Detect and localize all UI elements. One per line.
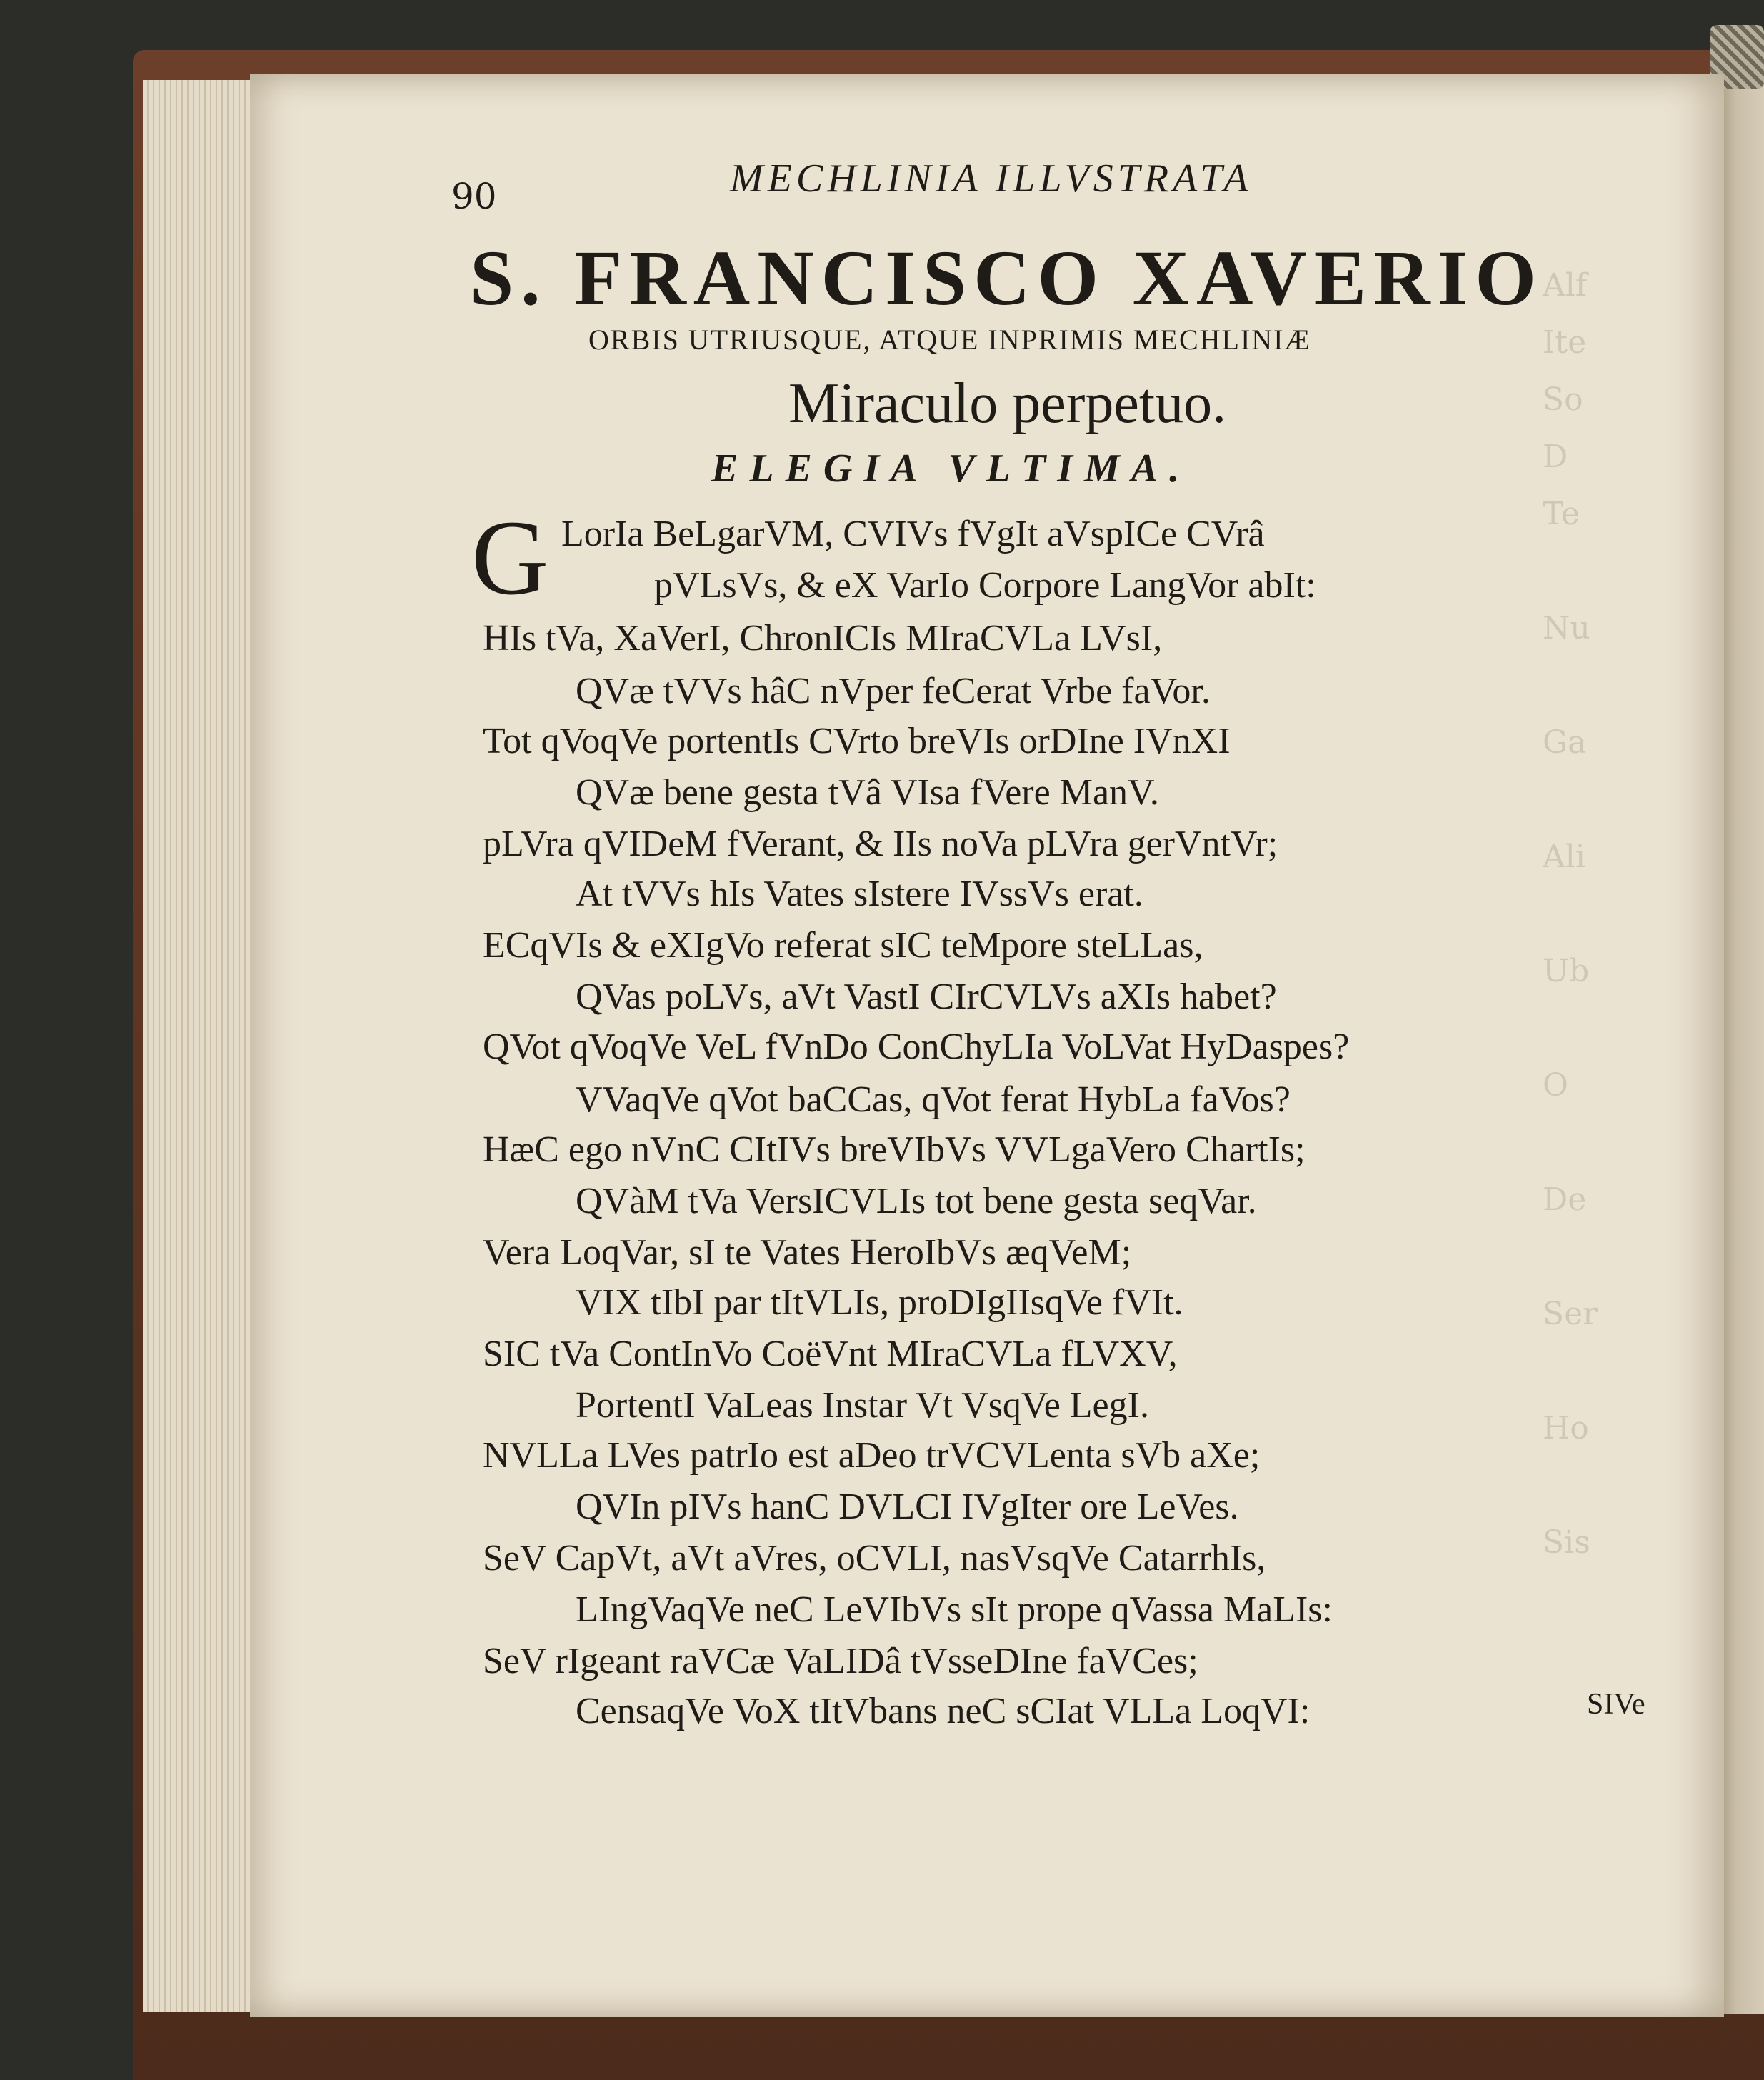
- page-edges: [143, 80, 257, 2012]
- verse-line: HæC ego nVnC CItIVs breVIbVs VVLgaVero ChartIs;: [483, 1129, 1306, 1170]
- verse-line: NVLLa LVes patrIo est aDeo trVCVLenta sVb aXe;: [483, 1435, 1261, 1476]
- drop-cap: G: [471, 499, 549, 617]
- verse-line: QVæ bene gesta tVâ VIsa fVere ManV.: [576, 772, 1159, 813]
- facing-page-edge: [1718, 80, 1764, 2014]
- verse-line: Vera LoqVar, sI te Vates HeroIbVs æqVeM;: [483, 1232, 1132, 1273]
- page-title: S. FRANCISCO XAVERIO: [470, 234, 1543, 321]
- page-number: 90: [451, 176, 497, 217]
- verse-line: ECqVIs & eXIgVo referat sIC teMpore steLLas,: [483, 925, 1203, 966]
- verse-line: CensaqVe VoX tItVbans neC sCIat VLLa LoqVI:: [576, 1691, 1311, 1731]
- catchword: SIVe: [1587, 1688, 1645, 1721]
- verse-line: QVIn pIVs hanC DVLCI IVgIter ore LeVes.: [576, 1486, 1239, 1527]
- subtitle: ORBIS UTRIUSQUE, ATQUE INPRIMIS MECHLINIÆ: [588, 324, 1312, 356]
- running-head: MECHLINIA ILLVSTRATA: [730, 156, 1253, 201]
- verse-line: QVas poLVs, aVt VastI CIrCVLVs aXIs habet?: [576, 976, 1277, 1017]
- verse-line: Tot qVoqVe portentIs CVrto breVIs orDIne IVnXI: [483, 721, 1231, 761]
- verse-line: SeV CapVt, aVt aVres, oCVLI, nasVsqVe CatarrhIs,: [483, 1538, 1266, 1579]
- verse-line: VIX tIbI par tItVLIs, proDIgIIsqVe fVIt.: [576, 1282, 1183, 1323]
- verse-line: LIngVaqVe neC LeVIbVs sIt prope qVassa MaLIs:: [576, 1589, 1333, 1630]
- verse-line: pVLsVs, & eX VarIo Corpore LangVor abIt:: [654, 565, 1316, 606]
- show-through-text: Alf Ite So D Te Nu Ga Ali Ub O De Ser Ho Sis: [1543, 267, 1598, 1561]
- verse-line: HIs tVa, XaVerI, ChronICIs MIraCVLa LVsI,: [483, 618, 1163, 659]
- dedication: Miraculo perpetuo.: [788, 372, 1227, 435]
- verse-line: QVæ tVVs hâC nVper feCerat Vrbe faVor.: [576, 671, 1211, 711]
- verse-line: SeV rIgeant raVCæ VaLIDâ tVsseDIne faVCes;: [483, 1641, 1198, 1681]
- verse-line: QVot qVoqVe VeL fVnDo ConChyLIa VoLVat HyDaspes?: [483, 1026, 1350, 1067]
- verse-line: pLVra qVIDeM fVerant, & IIs noVa pLVra gerVntVr;: [483, 824, 1278, 864]
- verse-line: At tVVs hIs Vates sIstere IVssVs erat.: [576, 874, 1143, 914]
- verse-line: QVàM tVa VersICVLIs tot bene gesta seqVar.: [576, 1181, 1257, 1221]
- verse-line: PortentI VaLeas Instar Vt VsqVe LegI.: [576, 1385, 1149, 1426]
- section-heading: ELEGIA VLTIMA.: [711, 446, 1191, 491]
- verse-line: VVaqVe qVot baCCas, qVot ferat HybLa faVos?: [576, 1079, 1291, 1120]
- verse-line: SIC tVa ContInVo CoëVnt MIraCVLa fLVXV,: [483, 1334, 1178, 1374]
- verse-line: LorIa BeLgarVM, CVIVs fVgIt aVspICe CVrâ: [561, 514, 1265, 554]
